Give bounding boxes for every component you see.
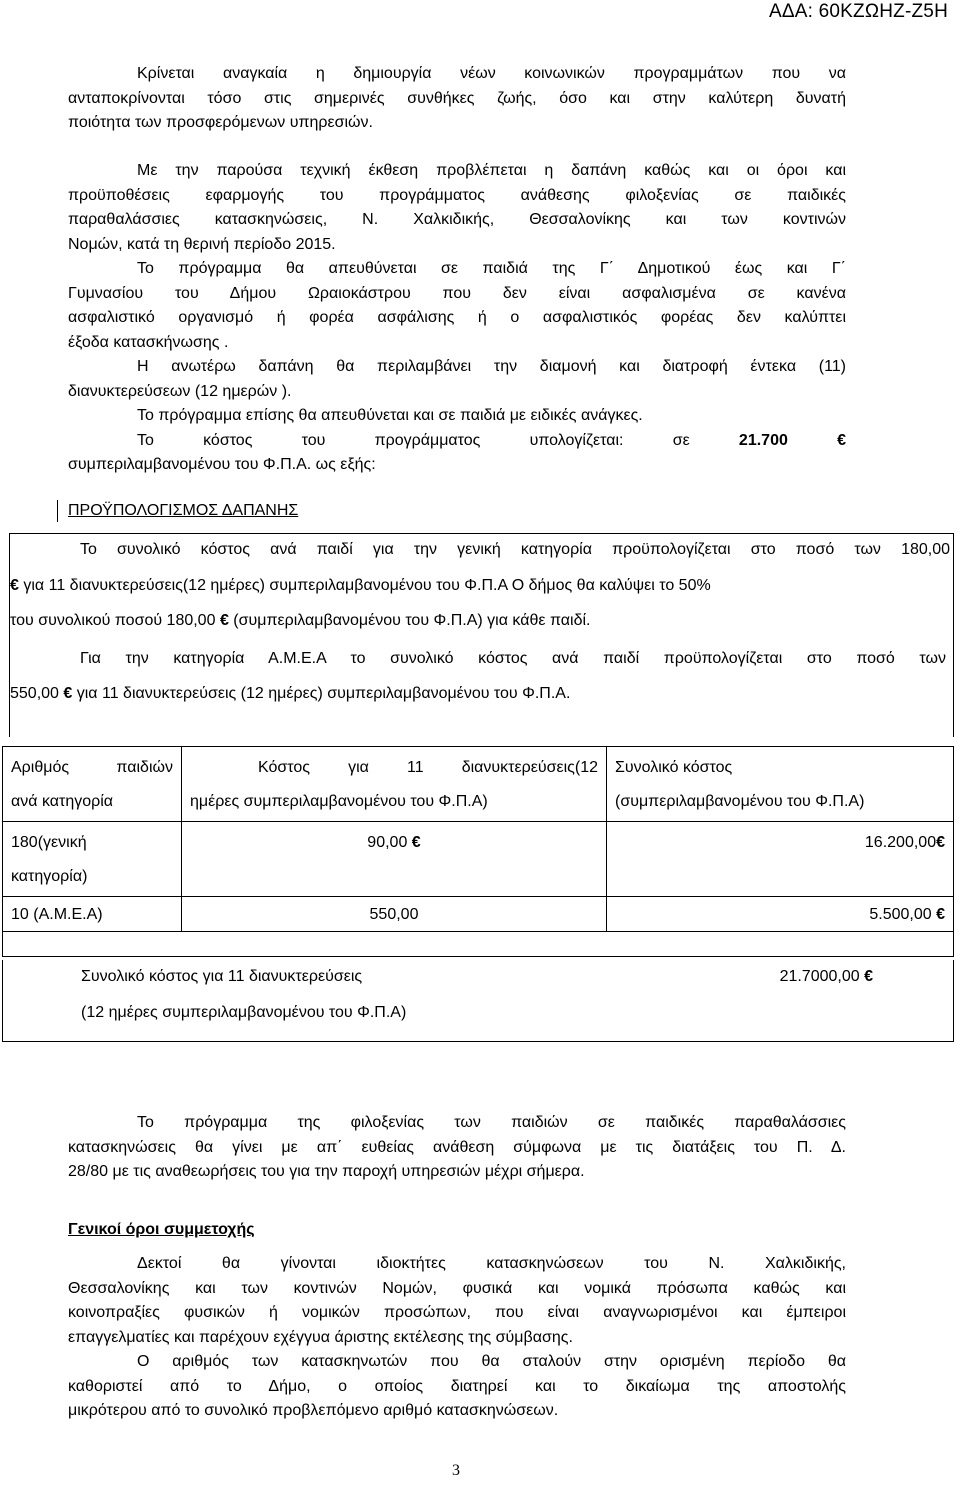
intro-paragraph [68,62,846,136]
cost-table [2,746,954,957]
margin-marker [57,500,58,522]
euro-icon: € [63,685,73,702]
header-text: Αριθμός παιδιών [11,759,173,776]
budget-line-text: του συνολικού ποσού 180,00 [10,612,216,629]
header-cell-cost [182,747,607,822]
euro-icon: € [219,612,229,629]
cost-value: 550,00 [369,906,419,923]
header-text: ανά κατηγορία [11,793,114,810]
total-value: 5.500,00 [869,906,932,923]
text-line: προϋποθέσεις εφαρμογής του προγράμματος ανάθεσης φιλοξενίας σε παιδικές [68,186,846,204]
general-terms-title: Γενικοί όροι συμμετοχής [68,1221,255,1238]
total-box [2,960,954,1042]
text-line: κατασκηνώσεις θα γίνει με απ΄ ευθείας ανάθεση σύμφωνα με τις διατάξεις του Π. Δ. [68,1138,846,1156]
budget-title: ΠΡΟΫΠΟΛΟΓΙΣΜΟΣ ΔΑΠΑΝΗΣ [68,502,299,519]
row-cost [182,822,607,897]
general-terms-paragraph [68,1252,846,1424]
budget-line-text: (συμπεριλαμβανομένου του Φ.Π.Α) για κάθε παιδί. [233,612,591,629]
euro-icon: € [837,431,846,449]
budget-line: Για την κατηγορία Α.Μ.Ε.Α το συνολικό κόστος ανά παιδί προϋπολογίζεται στο ποσό των [80,650,946,667]
euro-icon: € [411,834,421,851]
ada-code: ΑΔΑ: 60ΚΖΩΗΖ-Ζ5Η [769,1,948,22]
budget-line-text: για 11 διανυκτερεύσεις (12 ημέρες) συμπεριλαμβανομένου του Φ.Π.Α. [76,685,571,702]
row-cost [182,897,607,932]
total-label: Συνολικό κόστος για 11 διανυκτερεύσεις [81,968,363,985]
text-line: ανταποκρίνονται τόσο στις σημερινές συνθήκες ζωής, όσο και στην καλύτερη δυνατή [68,89,846,107]
budget-line: Το συνολικό κόστος ανά παιδί για την γενική κατηγορία προϋπολογίζεται στο ποσό των 180,00 [80,541,950,558]
cost-summary-amount: 21.700 [738,431,788,449]
table-row-empty [3,932,954,957]
total-label: (12 ημέρες συμπεριλαμβανομένου του Φ.Π.Α) [81,1004,407,1021]
description-paragraph [68,159,846,478]
budget-line-text: για 11 διανυκτερεύσεις(12 ημέρες) συμπεριλαμβανομένου του Φ.Π.Α Ο δήμος θα καλύψει το 50% [23,577,711,594]
text-line: μικρότερου από το συνολικό προβλεπόμενο αριθμό κατασκηνώσεων. [68,1402,559,1419]
header-text: Συνολικό κόστος [615,759,733,776]
budget-line [10,685,570,703]
text-line: Το πρόγραμμα επίσης θα απευθύνεται και σε παιδιά με ειδικές ανάγκες. [137,407,643,424]
table-row [3,822,954,897]
euro-icon: € [10,577,19,594]
text-line: Δεκτοί θα γίνονται ιδιοκτήτες κατασκηνώσεων του Ν. Χαλκιδικής, [137,1255,846,1272]
total-amount [780,968,873,986]
header-text: ημέρες συμπεριλαμβανομένου του Φ.Π.Α) [190,793,488,810]
count-text: 10 (Α.Μ.Ε.Α) [11,906,103,923]
header-text: Κόστος για 11 διανυκτερεύσεις(12 [258,759,598,776]
text-line: κοινοπραξίες φυσικών ή νομικών προσώπων, που είναι αναγνωρισμένοι και έμπειροι [68,1304,846,1321]
text-line: ασφαλιστικό οργανισμό ή φορέα ασφάλισης ή ο ασφαλιστικός φορέας δεν καλύπτει [68,309,846,326]
text-line: ποιότητα των προσφερόμενων υπηρεσιών. [68,114,373,131]
count-text: 180(γενική [11,834,87,851]
text-line: Θεσσαλονίκης και των κοντινών Νομών, φυσικά και νομικά πρόσωπα καθώς και [68,1279,846,1297]
table-header-row [3,747,954,822]
budget-box [9,533,954,737]
direct-award-paragraph [68,1111,846,1185]
text-line: 28/80 με τις αναθεωρήσεις του για την παροχή υπηρεσιών μέχρι σήμερα. [68,1163,585,1180]
text-line: Η ανωτέρω δαπάνη θα περιλαμβάνει την διαμονή και διατροφή έντεκα (11) [137,358,846,375]
cost-summary-text: Το κόστος του προγράμματος υπολογίζεται: σε [137,431,690,449]
text-line: έξοδα κατασκήνωσης . [68,333,229,351]
row-count [3,897,182,932]
euro-icon: € [864,968,873,985]
budget-line [10,612,590,630]
text-line: Το πρόγραμμα της φιλοξενίας των παιδιών σε παιδικές παραθαλάσσιες [137,1114,846,1131]
header-cell-total [607,747,954,822]
budget-line [10,577,946,595]
euro-icon: € [936,906,945,923]
cost-summary-line [68,429,846,454]
text-line: Νομών, κατά τη θερινή περίοδο 2015. [68,235,336,253]
budget-line-text: 550,00 [10,685,59,702]
row-count [3,822,182,897]
text-line: Ο αριθμός των κατασκηνωτών που θα σταλούν στην ορισμένη περίοδο θα [137,1353,846,1370]
text-line: παραθαλάσσιες κατασκηνώσεις, Ν. Χαλκιδικής, Θεσσαλονίκης και των κοντινών [68,211,846,228]
page-number: 3 [452,1462,460,1479]
text-line: καθοριστεί από το Δήμο, ο οποίος διατηρεί και το δικαίωμα της αποστολής [68,1377,846,1395]
text-line: επαγγελματίες και παρέχουν εχέγγυα άριστης εκτέλεσης της σύμβασης. [68,1328,573,1346]
text-line: Γυμνασίου του Δήμου Ωραιοκάστρου που δεν είναι ασφαλισμένα σε κανένα [68,284,846,302]
text-line: διανυκτερεύσεων (12 ημερών ). [68,382,292,400]
text-line: συμπεριλαμβανομένου του Φ.Π.Α. ως εξής: [68,456,376,473]
total-value: 21.7000,00 [779,968,860,985]
total-value: 16.200,00 [864,834,937,851]
text-line: Κρίνεται αναγκαία η δημιουργία νέων κοινωνικών προγραμμάτων που να [137,65,846,82]
euro-icon: € [936,834,945,851]
row-total [607,897,954,932]
count-text: κατηγορία) [11,868,88,885]
empty-cell [3,932,954,957]
text-line: Το πρόγραμμα θα απευθύνεται σε παιδιά της Γ΄ Δημοτικού έως και Γ΄ [137,260,846,277]
header-cell-count [3,747,182,822]
header-text: (συμπεριλαμβανομένου του Φ.Π.Α) [615,793,865,810]
text-line: Με την παρούσα τεχνική έκθεση προβλέπεται η δαπάνη καθώς και οι όροι και [137,162,846,179]
table-row [3,897,954,932]
cost-value: 90,00 [367,834,408,851]
row-total [607,822,954,897]
